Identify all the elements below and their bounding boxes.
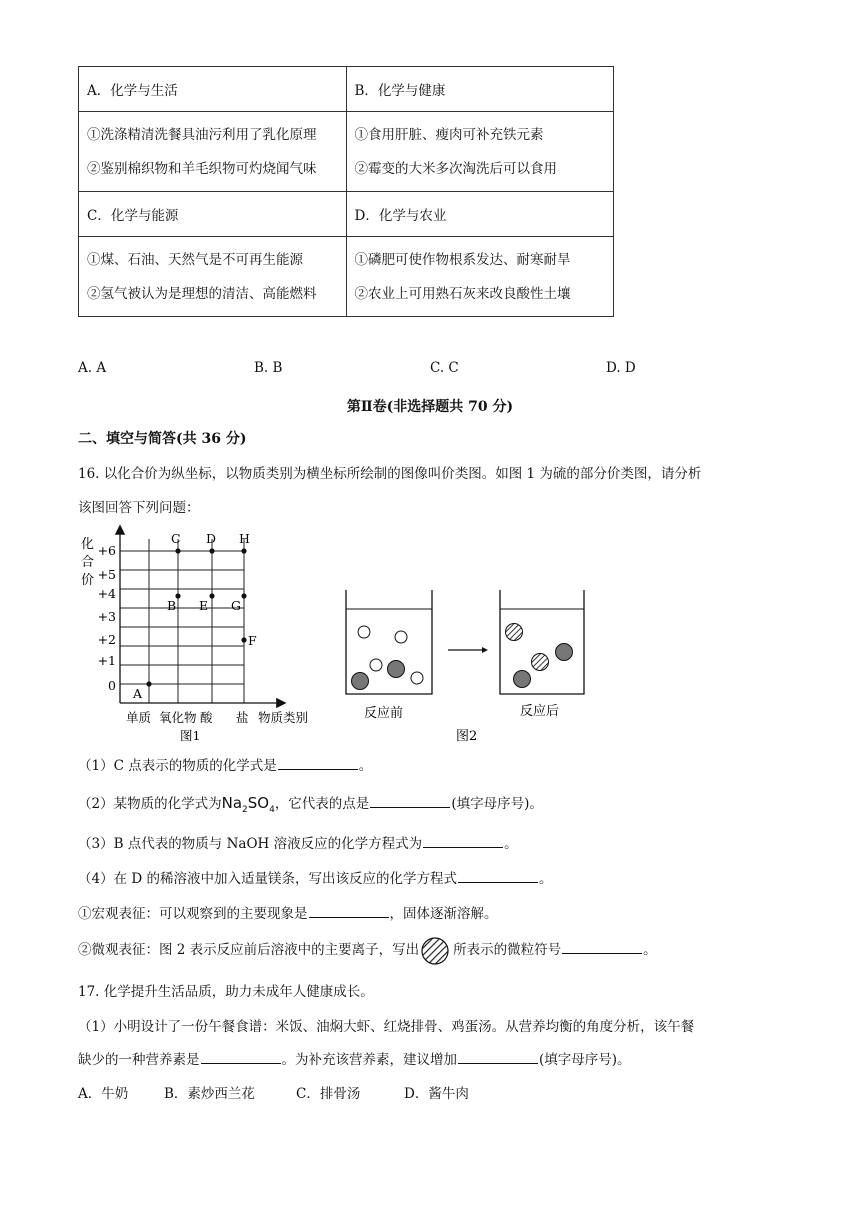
beaker-before: [346, 590, 432, 694]
ion-circle-gray: [556, 644, 573, 661]
q17-part1-line1: （1）小明设计了一份午餐食谱：米饭、油焖大虾、红烧排骨、鸡蛋汤。从营养均衡的角度分析，该午餐: [78, 1019, 695, 1035]
figure-2-beakers: [340, 582, 600, 746]
y-tick-label: +3: [97, 609, 116, 624]
grid: [120, 539, 244, 703]
q16-part3-end: 。: [504, 836, 518, 852]
table-line: ②农业上可用熟石灰来改良酸性土壤: [354, 285, 571, 302]
figure-1-caption: 图1: [180, 728, 201, 743]
ion-circle-white: [358, 626, 370, 638]
q17-option-a[interactable]: A．牛奶: [78, 1086, 129, 1102]
x-tick-label: 酸: [200, 710, 213, 725]
q16-micro: [78, 938, 657, 958]
table-cell-a-head: A．化学与生活: [79, 67, 347, 112]
point-label-a: A: [133, 686, 143, 701]
x-tick-label: 盐: [236, 710, 249, 725]
ion-circle-gray: [388, 661, 405, 678]
x-axis-label: 物质类别: [258, 710, 309, 725]
q16-micro-end: 。: [643, 942, 657, 958]
table-line: ②霉变的大米多次淘洗后可以食用: [354, 160, 557, 177]
answer-blank[interactable]: [278, 755, 358, 770]
q17-part1-end: (填字母序号)。: [539, 1052, 631, 1068]
choice-d[interactable]: D. D: [606, 360, 636, 376]
q17-options: [78, 1082, 578, 1100]
y-label-char: 化: [81, 537, 95, 552]
beaker-after: [500, 590, 584, 694]
q17-option-c[interactable]: C．排骨汤: [296, 1086, 361, 1102]
point-label-c: C: [171, 531, 181, 546]
y-tick-label: +5: [97, 567, 116, 582]
answer-blank[interactable]: [562, 939, 642, 954]
q16-part4-text: （4）在 D 的稀溶液中加入适量镁条，写出该反应的化学方程式: [78, 871, 457, 887]
formula-part: Na: [221, 794, 243, 812]
options-table: [78, 66, 614, 317]
formula-na2so4: [221, 794, 275, 815]
ion-circle-hatched: [532, 654, 549, 671]
y-tick-label: +4: [97, 586, 116, 601]
answer-blank[interactable]: [423, 833, 503, 848]
q17-stem: 17. 化学提升生活品质，助力未成年人健康成长。: [78, 984, 374, 1000]
point-h: [241, 548, 246, 553]
x-tick-label: 氧化物: [159, 710, 197, 725]
ion-circle-gray: [514, 671, 531, 688]
point-label-b: B: [167, 598, 177, 613]
table-cell-c-body: [79, 237, 347, 317]
q17-part1-mid: 。为补充该营养素，建议增加: [281, 1052, 457, 1068]
q16-macro-end: ，固体逐渐溶解。: [389, 906, 498, 922]
table-line: ①煤、石油、天然气是不可再生能源: [87, 251, 303, 268]
table-cell-b-head: B．化学与健康: [346, 67, 614, 112]
q16-macro: [78, 902, 498, 922]
table-line: ①洗涤精清洗餐具油污利用了乳化原理: [87, 126, 317, 143]
table-line: ①食用肝脏、瘦肉可补充铁元素: [354, 126, 544, 143]
point-f: [241, 637, 246, 642]
y-tick-label: +6: [97, 543, 116, 558]
point-g: [241, 593, 246, 598]
figure-1-valence-diagram: [78, 522, 328, 746]
answer-blank[interactable]: [458, 868, 538, 883]
answer-blank[interactable]: [370, 793, 450, 808]
point-c: [175, 548, 180, 553]
answer-blank[interactable]: [309, 903, 389, 918]
answer-blank[interactable]: [201, 1049, 281, 1064]
point-label-f: F: [248, 633, 257, 648]
table-cell-b-body: [346, 112, 614, 192]
q16-part2-end: (填字母序号)。: [451, 796, 543, 812]
q16-part2-mid: ，它代表的点是: [274, 796, 370, 812]
y-label-char: 价: [81, 573, 95, 588]
point-label-d: D: [206, 531, 217, 546]
table-cell-d-body: [346, 237, 614, 317]
q16-part2: [78, 792, 543, 815]
answer-blank[interactable]: [458, 1049, 538, 1064]
q16-part1-text: （1）C 点表示的物质的化学式是: [78, 758, 277, 774]
formula-subscript: 4: [269, 805, 275, 815]
table-line: ②鉴别棉织物和羊毛织物可灼烧闻气味: [87, 160, 317, 177]
q17-part1-text: 缺少的一种营养素是: [78, 1052, 200, 1068]
ion-circle-white: [411, 672, 423, 684]
ion-circle-white: [395, 631, 407, 643]
q16-part1: [78, 754, 372, 774]
formula-part: SO: [247, 794, 270, 812]
q17-part1-line2: [78, 1048, 631, 1068]
y-label-char: 合: [81, 555, 95, 570]
table-line: ②氢气被认为是理想的清洁、高能燃料: [87, 285, 317, 302]
figure-2-caption: 图2: [456, 729, 478, 744]
q16-part2-text: （2）某物质的化学式为: [78, 796, 222, 812]
q17-option-b[interactable]: B．素炒西兰花: [164, 1086, 255, 1102]
q17-option-d[interactable]: D．酱牛肉: [404, 1086, 469, 1102]
table-cell-d-head: D．化学与农业: [346, 192, 614, 237]
reaction-arrow: [448, 647, 488, 653]
formula-subscript: 2: [242, 805, 248, 815]
ion-circle-hatched: [506, 624, 523, 641]
section-title: 第Ⅱ卷(非选择题共 70 分): [346, 399, 514, 415]
answer-choices: [78, 360, 778, 378]
q16-part3-text: （3）B 点代表的物质与 NaOH 溶液反应的化学方程式为: [78, 836, 423, 852]
table-cell-c-head: C．化学与能源: [79, 192, 347, 237]
point-label-g: G: [231, 598, 241, 613]
ion-circle-gray: [352, 673, 369, 690]
y-tick-label: 0: [108, 678, 116, 693]
point-label-h: H: [239, 531, 250, 546]
part-title: 二、填空与简答(共 36 分): [78, 431, 247, 447]
ion-circle-white: [370, 659, 382, 671]
q16-part1-end: 。: [358, 758, 373, 774]
point-label-e: E: [199, 598, 209, 613]
label-after: 反应后: [520, 704, 560, 719]
choice-a[interactable]: A. A: [78, 360, 107, 376]
table-line: ①磷肥可使作物根系发达、耐寒耐旱: [354, 251, 571, 268]
y-tick-label: +1: [97, 653, 116, 668]
q16-stem-line2: 该图回答下列问题：: [78, 500, 200, 516]
table-cell-a-body: [79, 112, 347, 192]
choice-b[interactable]: B. B: [254, 360, 283, 376]
q16-part4-end: 。: [539, 871, 553, 887]
y-tick-label: +2: [97, 632, 116, 647]
hatched-particle-icon: [419, 937, 453, 965]
label-before: 反应前: [364, 706, 404, 721]
choice-c[interactable]: C. C: [430, 360, 459, 376]
q16-part3: [78, 832, 518, 852]
x-tick-label: 单质: [126, 710, 152, 725]
q16-macro-text: ①宏观表征：可以观察到的主要现象是: [78, 906, 308, 922]
q16-stem-line1: 16. 以化合价为纵坐标，以物质类别为横坐标所绘制的图像叫价类图。如图 1 为硫的部分价类图，请分析: [78, 466, 702, 482]
q16-part4: [78, 867, 553, 887]
q16-micro-mid: 所表示的微粒符号: [453, 942, 562, 958]
point-e: [209, 593, 214, 598]
point-d: [209, 548, 214, 553]
point-a: [146, 681, 151, 686]
q16-micro-text: ②微观表征：图 2 表示反应前后溶液中的主要离子，写出: [78, 942, 420, 958]
